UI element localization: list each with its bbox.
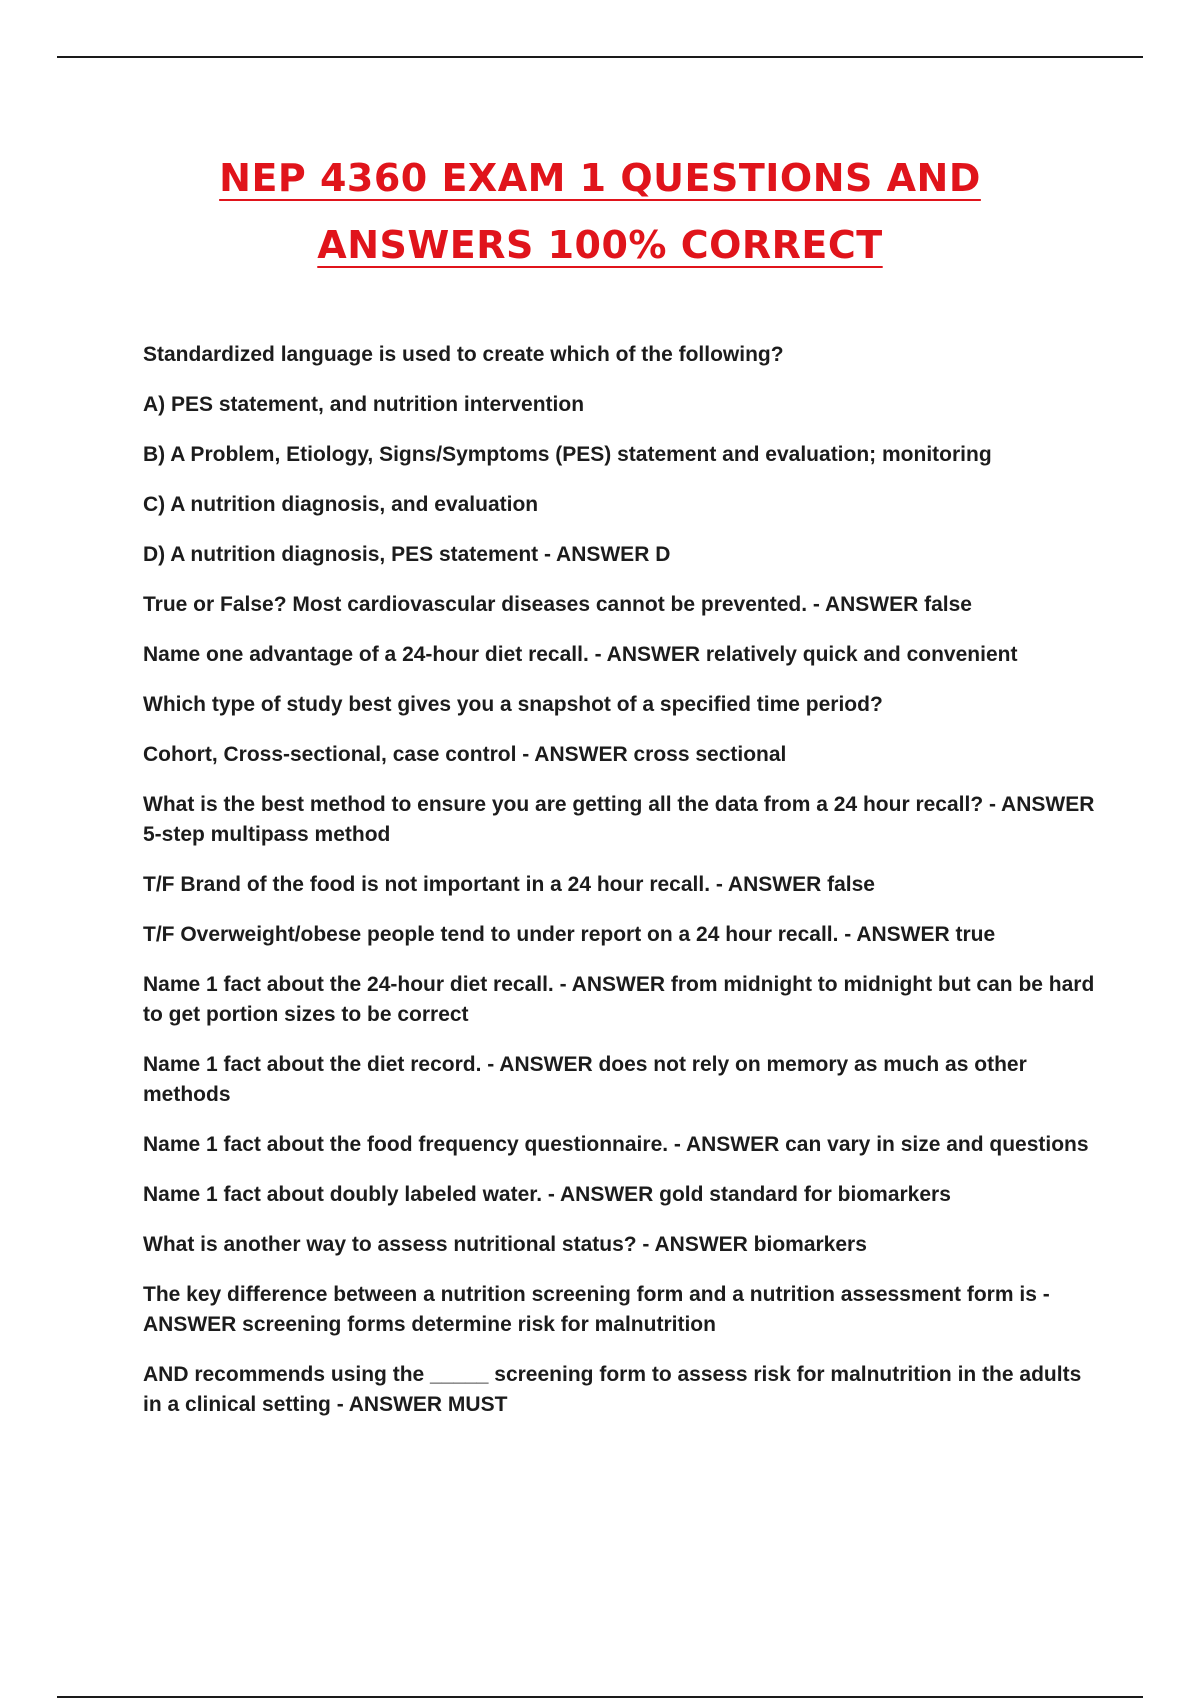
- study-type-answer: Cohort, Cross-sectional, case control - ANSWER cross sectional: [143, 743, 787, 766]
- question-doubly-labeled-water: Name 1 fact about doubly labeled water. - ANSWER gold standard for biomarkers: [143, 1183, 951, 1206]
- question-list: [143, 340, 1098, 1440]
- question-brand: T/F Brand of the food is not important in a 24 hour recall. - ANSWER false: [143, 873, 875, 896]
- option-b: B) A Problem, Etiology, Signs/Symptoms (PES) statement and evaluation; monitoring: [143, 443, 992, 466]
- question-diet-record: Name 1 fact about the diet record. - ANSWER does not rely on memory as much as other methods: [143, 1053, 1027, 1106]
- question-screening-vs-assessment: The key difference between a nutrition screening form and a nutrition assessment form is - ANSWER screening forms determine risk for malnutrition: [143, 1283, 1050, 1336]
- question-standardized-language: Standardized language is used to create which of the following?: [143, 343, 784, 366]
- document-title: [0, 145, 1200, 279]
- option-a: A) PES statement, and nutrition intervention: [143, 393, 585, 416]
- option-c: C) A nutrition diagnosis, and evaluation: [143, 493, 539, 516]
- question-best-method: What is the best method to ensure you are getting all the data from a 24 hour recall? - ANSWER 5-step multipass method: [143, 793, 1095, 846]
- question-24h-advantage: Name one advantage of a 24-hour diet recall. - ANSWER relatively quick and convenient: [143, 643, 1018, 666]
- bottom-divider: [57, 1696, 1143, 1698]
- title-line-2: ANSWERS 100% CORRECT: [317, 223, 883, 267]
- title-line-1: NEP 4360 EXAM 1 QUESTIONS AND: [219, 156, 981, 200]
- question-cardiovascular: True or False? Most cardiovascular diseases cannot be prevented. - ANSWER false: [143, 593, 972, 616]
- question-underreport: T/F Overweight/obese people tend to under report on a 24 hour recall. - ANSWER true: [143, 923, 996, 946]
- question-24h-fact: Name 1 fact about the 24-hour diet recall. - ANSWER from midnight to midnight but can be hard to get portion sizes to be correct: [143, 973, 1095, 1026]
- option-d-answer: D) A nutrition diagnosis, PES statement - ANSWER D: [143, 543, 671, 566]
- question-study-type: Which type of study best gives you a snapshot of a specified time period?: [143, 693, 883, 716]
- question-ffq: Name 1 fact about the food frequency questionnaire. - ANSWER can vary in size and questions: [143, 1133, 1089, 1156]
- question-and-screening-form: AND recommends using the _____ screening form to assess risk for malnutrition in the adults in a clinical setting - ANSWER MUST: [143, 1363, 1082, 1416]
- top-divider: [57, 56, 1143, 58]
- question-nutritional-status: What is another way to assess nutritional status? - ANSWER biomarkers: [143, 1233, 867, 1256]
